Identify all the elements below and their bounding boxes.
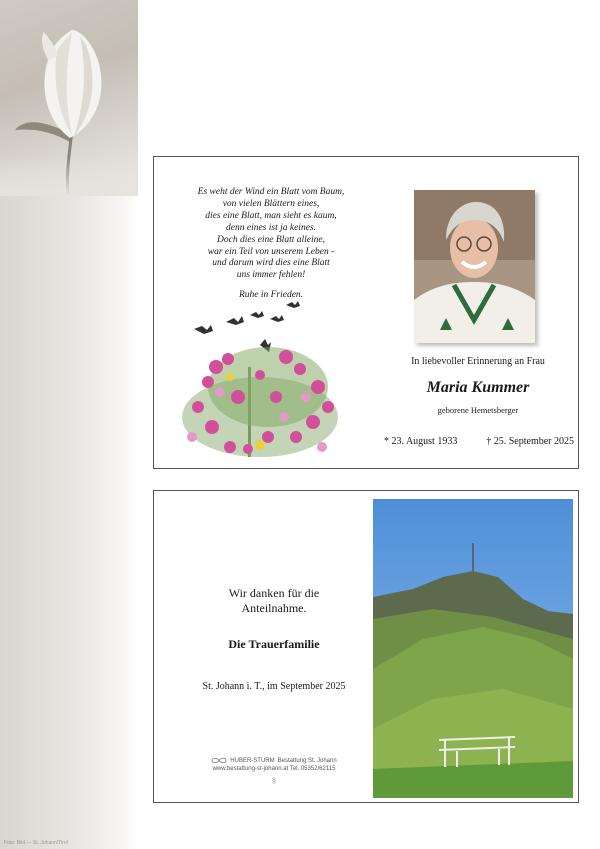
photo-credit: Foto: Bild — St. Johann/Tirol — [4, 840, 68, 846]
infinity-logo-icon — [211, 757, 227, 764]
poem-line: und darum wird dies eine Blatt — [212, 258, 330, 269]
decorative-side-strip — [0, 0, 138, 849]
birth-name: geborene Hemetsberger — [437, 405, 519, 415]
portrait-photo — [414, 190, 535, 343]
death-date: † 25. September 2025 — [486, 436, 574, 447]
memorial-card-front — [153, 156, 579, 469]
poem — [176, 187, 366, 302]
flowers-and-birds-image — [168, 297, 368, 467]
funeral-home-name: HUBER-STURM — [230, 757, 275, 764]
family-signature: Die Trauerfamilie — [228, 637, 320, 651]
thanks-line: Anteilnahme. — [241, 601, 307, 615]
thanks-message — [176, 586, 372, 616]
deceased-name: Maria Kummer — [426, 379, 530, 396]
memorial-card-back — [153, 490, 579, 803]
poem-line: denn eines ist ja keines. — [226, 222, 316, 233]
place-date: St. Johann i. T., im September 2025 — [202, 681, 346, 692]
poem-line: dies eine Blatt, man sieht es kaum, — [205, 210, 337, 221]
poem-line: Doch dies eine Blatt alleine, — [217, 234, 325, 245]
poem-line: uns immer fehlen! — [236, 270, 306, 281]
poem-line: Es weht der Wind ein Blatt vom Baum, — [197, 187, 345, 197]
life-dates — [384, 436, 574, 447]
mountain-landscape-image — [373, 499, 573, 798]
thanks-line: Wir danken für die — [228, 586, 320, 600]
poem-line: war ein Teil von unserem Leben - — [207, 246, 335, 257]
funeral-home-suffix: Bestattung St. Johann — [277, 757, 337, 764]
rest-in-peace: Ruhe in Frieden. — [238, 290, 304, 301]
tulip-image — [0, 0, 138, 196]
funeral-contact: www.bestattung-st-johann.at Tel. 05352/62115 — [212, 766, 336, 772]
small-logo-icon: § — [272, 778, 276, 785]
funeral-home-info — [194, 757, 354, 785]
poem-line: von vielen Blättern eines, — [222, 198, 320, 209]
memory-caption: In liebevoller Erinnerung an Frau — [411, 356, 545, 367]
birth-date: * 23. August 1933 — [384, 436, 458, 447]
